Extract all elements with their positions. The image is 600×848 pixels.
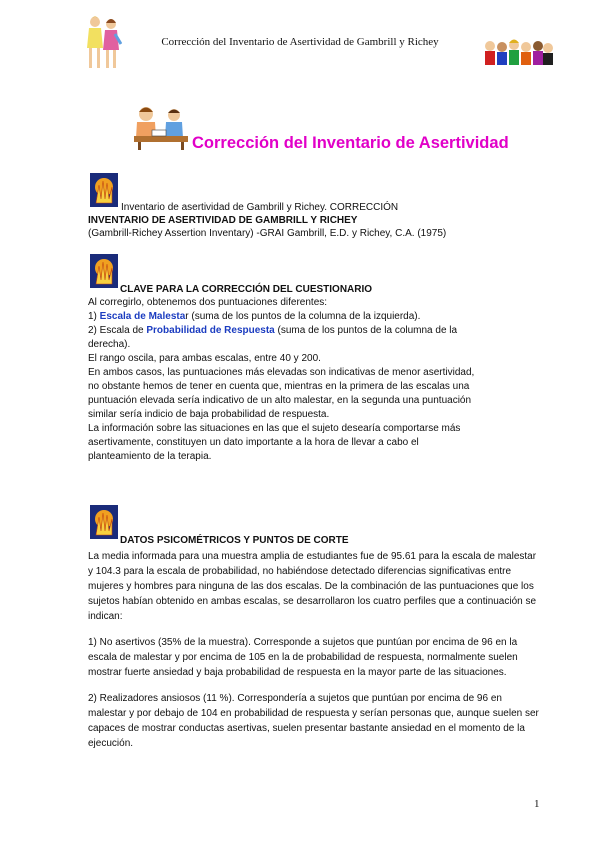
- text-run: 2) Escala de: [88, 325, 147, 336]
- text-run: r (suma de los puntos de la columna de la izquierda).: [185, 311, 421, 322]
- section-heading-datos: DATOS PSICOMÉTRICOS Y PUNTOS DE CORTE: [120, 535, 349, 546]
- paragraph-line: Al corregirlo, obtenemos dos puntuaciones diferentes:: [88, 297, 328, 308]
- paragraph-line: La media informada para una muestra amplia de estudiantes fue de 95.61 para la escala de malestar: [88, 551, 537, 562]
- paragraph-line: indican:: [88, 611, 123, 622]
- intro-line: Inventario de asertividad de Gambrill y Richey. CORRECCIÓN: [121, 202, 399, 213]
- document-title: Corrección del Inventario de Asertividad: [192, 134, 509, 152]
- paragraph-line: no obstante hemos de tener en cuenta que, mientras en la primera de las escalas una: [88, 381, 470, 392]
- hand-logo-icon: [90, 254, 118, 288]
- profile-line: mostrar fuerte ansiedad y baja probabilidad de respuesta en la mayor parte de las situaciones.: [88, 667, 507, 678]
- children-clipart-icon: [482, 38, 554, 68]
- intro-heading: INVENTARIO DE ASERTIVIDAD DE GAMBRILL Y RICHEY: [88, 215, 358, 226]
- profile-line: ejecución.: [88, 738, 134, 749]
- section-heading-clave: CLAVE PARA LA CORRECCIÓN DEL CUESTIONARIO: [120, 284, 373, 295]
- paragraph-line: planteamiento de la terapia.: [88, 451, 212, 462]
- profile-line: 2) Realizadores ansiosos (11 %). Correspondería a sujetos que puntúan por encima de 96 en: [88, 693, 502, 704]
- paragraph-line: [88, 324, 457, 338]
- paragraph-line: La información sobre las situaciones en las que el sujeto desearía comportarse más: [88, 423, 461, 434]
- paragraph-line: En ambos casos, las puntuaciones más elevadas son indicativas de menor asertividad,: [88, 367, 475, 378]
- text-run: 1): [88, 311, 100, 322]
- scale-term: Escala de Malesta: [99, 311, 186, 322]
- hand-logo-icon: [90, 505, 118, 539]
- intro-citation: (Gambrill-Richey Assertion Inventary) -GRAI Gambrill, E.D. y Richey, C.A. (1975): [88, 228, 447, 239]
- paragraph-line: puntuación elevada sería indicativo de un alto malestar, en la segunda una puntuación: [88, 395, 472, 406]
- profile-line: escala de malestar y por encima de 105 en la de probabilidad de respuesta, normalmente suelen: [88, 652, 518, 663]
- hand-logo-icon: [90, 173, 118, 207]
- women-clipart-icon: [84, 14, 122, 74]
- meeting-clipart-icon: [132, 104, 190, 150]
- paragraph-line: El rango oscila, para ambas escalas, entre 40 y 200.: [88, 353, 321, 364]
- scale-term: Probabilidad de Respuesta: [146, 325, 275, 336]
- profile-line: 1) No asertivos (35% de la muestra). Corresponde a sujetos que puntúan por encima de 96 en la: [88, 637, 518, 648]
- paragraph-line: y 104.3 para la escala de probabilidad, no habiéndose detectado diferencias significativas entre: [88, 566, 512, 577]
- page-number: 1: [534, 798, 540, 810]
- paragraph-line: [88, 310, 420, 324]
- running-header: Corrección del Inventario de Asertividad de Gambrill y Richey: [161, 36, 439, 48]
- paragraph-line: similar sería indicio de baja probabilidad de respuesta.: [88, 409, 330, 420]
- paragraph-line: asertivamente, constituyen un dato importante a la hora de llevar a cabo el: [88, 437, 419, 448]
- paragraph-line: mujeres y hombres para ninguna de las dos escalas. De la combinación de las puntuaciones que los: [88, 581, 534, 592]
- text-run: (suma de los puntos de la columna de la: [274, 325, 458, 336]
- paragraph-line: sujetos habían obtenido en ambas escalas, se desarrollaron los cuatro perfiles que a continuación se: [88, 596, 537, 607]
- paragraph-line: derecha).: [88, 339, 131, 350]
- profile-line: capaces de mostrar conductas asertivas, suelen presentar bastante ansiedad en el momento de la: [88, 723, 525, 734]
- profile-line: malestar y por debajo de 104 en probabilidad de respuesta y serían personas que, aunque suelen ser: [88, 708, 539, 719]
